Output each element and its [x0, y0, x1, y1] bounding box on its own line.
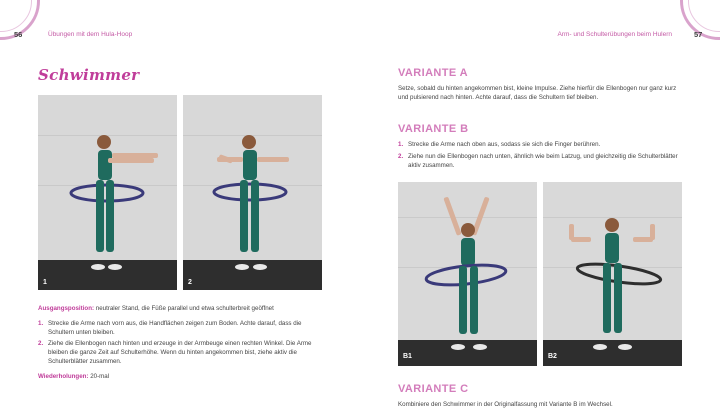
step-2-number: 2.	[38, 340, 44, 347]
variant-b-step-1-text: Strecke die Arme nach oben aus, sodass sie sich die Finger berühren.	[408, 141, 601, 148]
variant-b-step-2	[398, 152, 684, 170]
page-number-right: 57	[694, 30, 703, 39]
photo-b1	[398, 182, 537, 366]
photo-b2	[543, 182, 682, 366]
page-number-left: 56	[14, 30, 23, 39]
photo-2-label: 2	[188, 279, 192, 286]
variant-b-title: VARIANTE B	[398, 123, 469, 135]
photo-2	[183, 95, 322, 290]
step-1-text: Strecke die Arme nach vorn aus, die Handflächen zeigen zum Boden. Achte darauf, dass die Schultern unten bleiben.	[48, 320, 302, 336]
variant-b-step-1-number: 1.	[398, 141, 404, 148]
variant-a-text: Setze, sobald du hinten angekommen bist, kleine Impulse. Ziehe hierfür die Ellenbogen nur ganz kurz und pulsierend nach hinten. Achte darauf, dass die Schultern tief bleiben.	[398, 85, 677, 101]
exercise-title: Schwimmer	[38, 66, 140, 84]
photo-woman-elbows-down	[543, 182, 682, 366]
photo-1-label: 1	[43, 279, 47, 286]
start-position-text: neutraler Stand, die Füße parallel und etwa schulterbreit geöffnet	[94, 305, 274, 312]
photo-woman-arms-forward	[38, 95, 177, 290]
running-head-left: Übungen mit dem Hula-Hoop	[48, 31, 133, 38]
photo-b1-label: B1	[403, 353, 412, 360]
variant-a-title: VARIANTE A	[398, 67, 468, 79]
step-1-number: 1.	[38, 320, 44, 327]
repetitions-label: Wiederholungen:	[38, 373, 89, 380]
repetitions	[38, 372, 328, 381]
photo-1	[38, 95, 177, 290]
variant-c-text: Kombiniere den Schwimmer in der Originalfassung mit Variante B im Wechsel.	[398, 401, 613, 408]
photo-b2-label: B2	[548, 353, 557, 360]
repetitions-text: 20-mal	[88, 373, 110, 380]
variant-b-step-2-text: Ziehe nun die Ellenbogen nach unten, ähnlich wie beim Latzug, und gleichzeitig die Schulterblätter aktiv zusammen.	[408, 153, 678, 169]
running-head-right: Arm- und Schulterübungen beim Hulern	[557, 31, 672, 38]
step-1	[38, 319, 328, 337]
start-position-label: Ausgangsposition:	[38, 305, 95, 312]
photo-woman-elbows-back	[183, 95, 322, 290]
step-2-text: Ziehe die Ellenbogen nach hinten und erzeuge in der Armbeuge einen rechten Winkel. Die Arme bleiben die ganze Zeit auf Schulterhöhe. Wenn du hinten angekommen bist, ziehe aktiv die Schulterblätter zusammen.	[48, 340, 312, 365]
step-2	[38, 339, 328, 366]
photo-woman-arms-up	[398, 182, 537, 366]
variant-c-title: VARIANTE C	[398, 383, 469, 395]
variant-b-step-2-number: 2.	[398, 153, 404, 160]
variant-b-step-1	[398, 140, 684, 149]
start-position	[38, 304, 328, 313]
